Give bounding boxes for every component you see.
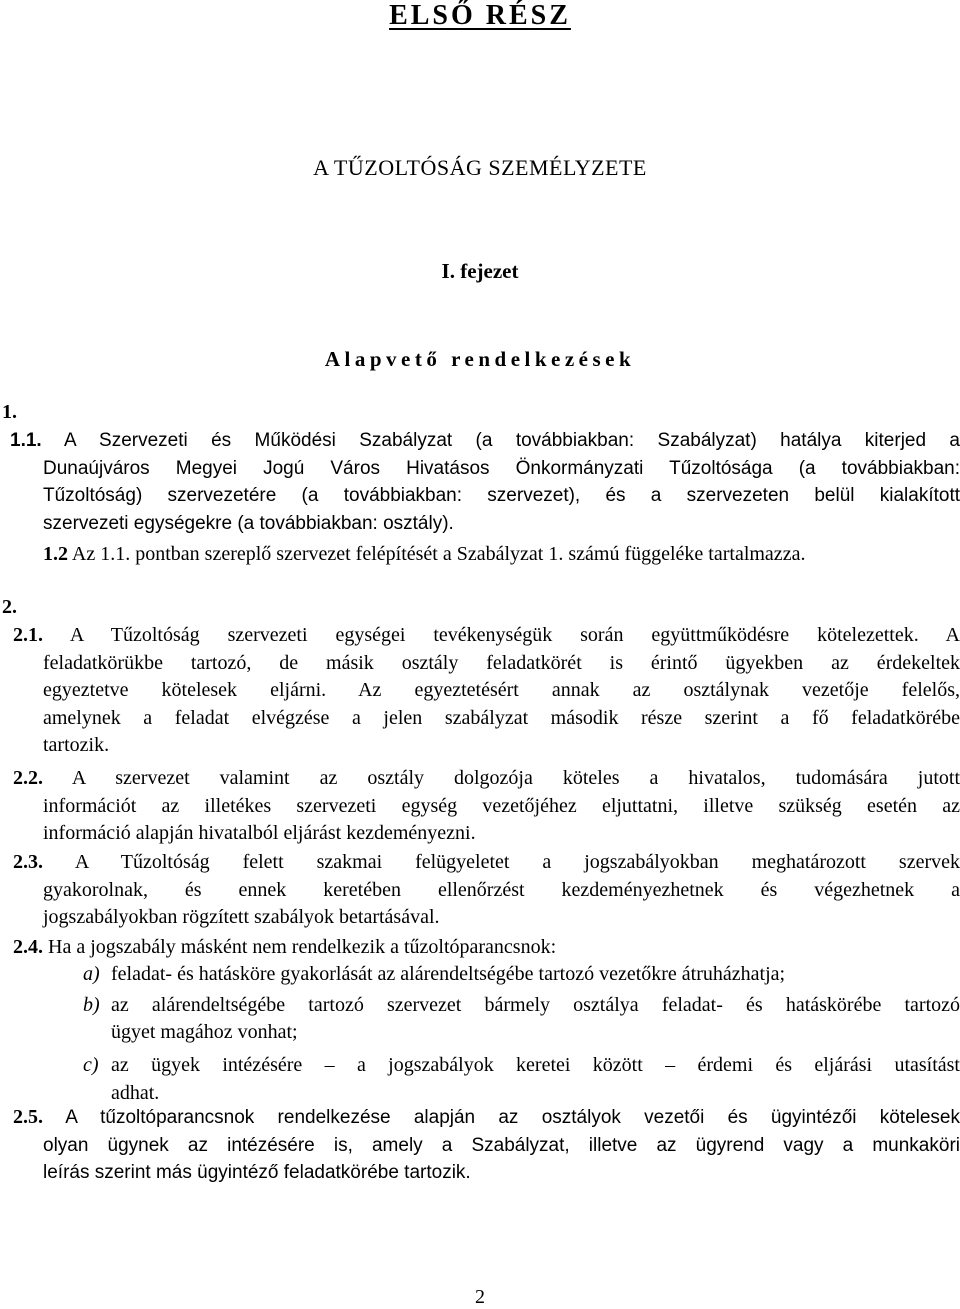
paragraph-2-5-line: 2.5. A tűzoltóparancsnok rendelkezése alapján az osztályok vezetői és ügyintézői kötelesek [13, 1106, 960, 1128]
paragraph-2-5-line: leírás szerint más ügyintéző feladatkörébe tartozik. [43, 1162, 471, 1183]
paragraph-2-3 [13, 849, 960, 932]
list-item-a [83, 961, 960, 989]
org-title: A TŰZOLTÓSÁG SZEMÉLYZETE [313, 155, 647, 180]
list-item-text: az alárendeltségébe tartozó szervezet bármely osztálya feladat- és hatáskörébe tartozó [111, 993, 960, 1016]
paragraph-1-1-line: szervezeti egységekre (a továbbiakban: osztály). [43, 512, 454, 534]
list-item-text: feladat- és hatásköre gyakorlását az alárendeltségébe tartozó vezetőkre átruházhatja; [111, 963, 786, 985]
paragraph-2-2-line: információt az illetékes szervezeti egység vezetőjéhez eljuttatni, illetve szükség esetén az [43, 794, 960, 817]
paragraph-2-3-line: jogszabályokban rögzített szabályok betartásával. [43, 906, 440, 928]
part-title-text: ELSŐ RÉSZ [389, 0, 571, 31]
list-item-label: c) [83, 1054, 99, 1076]
paragraph-2-1-line: egyeztetve kötelesek eljárni. Az egyeztetésért annak az osztálynak vezetője felelős, [43, 679, 960, 701]
paragraph-2-1-line: feladatkörükbe tartozó, de másik osztály feladatkörét is érintő ügyekben az érdekeltek [43, 651, 960, 674]
list-item-text: ügyet magához vonhat; [111, 1021, 298, 1043]
list-item-text: az ügyek intézésére – a jogszabályok keretei között – érdemi és eljárási utasítást [111, 1054, 960, 1076]
paragraph-1-1-line: 1.1. A Szervezeti és Működési Szabályzat (a továbbiakban: Szabályzat) hatálya kiterjed a [10, 430, 960, 451]
paragraph-2-3-line: 2.3. A Tűzoltóság felett szakmai felügyeletet a jogszabályokban meghatározott szervek [13, 851, 960, 873]
paragraph-2-4 [13, 934, 960, 962]
chapter-subtitle: Alapvető rendelkezések [324, 347, 636, 371]
section-1-number: 1. [2, 401, 17, 423]
paragraph-2-2 [13, 765, 960, 848]
paragraph-2-2-number: 2.2. [13, 767, 43, 789]
paragraph-2-5-line: olyan ügynek az intézésére is, amely a Szabályzat, illetve az ügyrend vagy a munkaköri [43, 1134, 960, 1156]
page-number: 2 [475, 1286, 485, 1308]
paragraph-1-1-line: Dunaújváros Megyei Jogú Város Hivatásos Önkormányzati Tűzoltósága (a továbbiakban: [43, 457, 960, 479]
paragraph-2-3-line: gyakorolnak, és ennek keretében ellenőrzést kezdeményezhetnek és végezhetnek a [43, 878, 960, 901]
paragraph-2-1-line: amelynek a feladat elvégzése a jelen szabályzat második része szerint a fő feladatkörébe [43, 706, 960, 729]
list-item-c [83, 1052, 960, 1104]
list-item-label: a) [83, 963, 100, 985]
part-title [0, 0, 960, 32]
paragraph-2-4-list [83, 961, 960, 1104]
chapter-title: I. fejezet [441, 259, 519, 283]
paragraph-1-1 [10, 427, 960, 537]
paragraph-1-2-number: 1.2 [43, 543, 68, 565]
paragraph-1-2 [43, 541, 960, 569]
section-2-number: 2. [2, 596, 17, 618]
list-item-label: b) [83, 993, 100, 1016]
paragraph-2-1-line: 2.1. A Tűzoltóság szervezeti egységei tevékenységük során együttműködésre kötelezettek. A [13, 624, 960, 646]
list-item-text: adhat. [111, 1081, 160, 1104]
paragraph-1-1-line: Tűzoltóság) szervezetére (a továbbiakban: szervezet), és a szervezeten belül kialakított [43, 485, 960, 506]
paragraph-1-1-number: 1.1. [10, 430, 42, 451]
paragraph-2-3-number: 2.3. [13, 851, 43, 873]
paragraph-2-5-number: 2.5. [13, 1106, 43, 1128]
paragraph-2-1-line: tartozik. [43, 734, 110, 756]
paragraph-2-1 [13, 622, 960, 760]
list-item-b [83, 992, 960, 1043]
paragraph-2-5 [13, 1104, 960, 1187]
paragraph-1-2-text: Az 1.1. pontban szereplő szervezet felépítését a Szabályzat 1. számú függeléke tartalmazza. [71, 543, 806, 565]
paragraph-2-2-line: információ alapján hivatalból eljárást kezdeményezni. [43, 822, 476, 844]
paragraph-2-4-number: 2.4. [13, 936, 43, 958]
paragraph-2-2-line: 2.2. A szervezet valamint az osztály dolgozója köteles a hivatalos, tudomására jutott [13, 767, 960, 789]
paragraph-2-1-number: 2.1. [13, 624, 43, 646]
paragraph-2-4-intro: Ha a jogszabály másként nem rendelkezik a tűzoltóparancsnok: [48, 936, 557, 958]
